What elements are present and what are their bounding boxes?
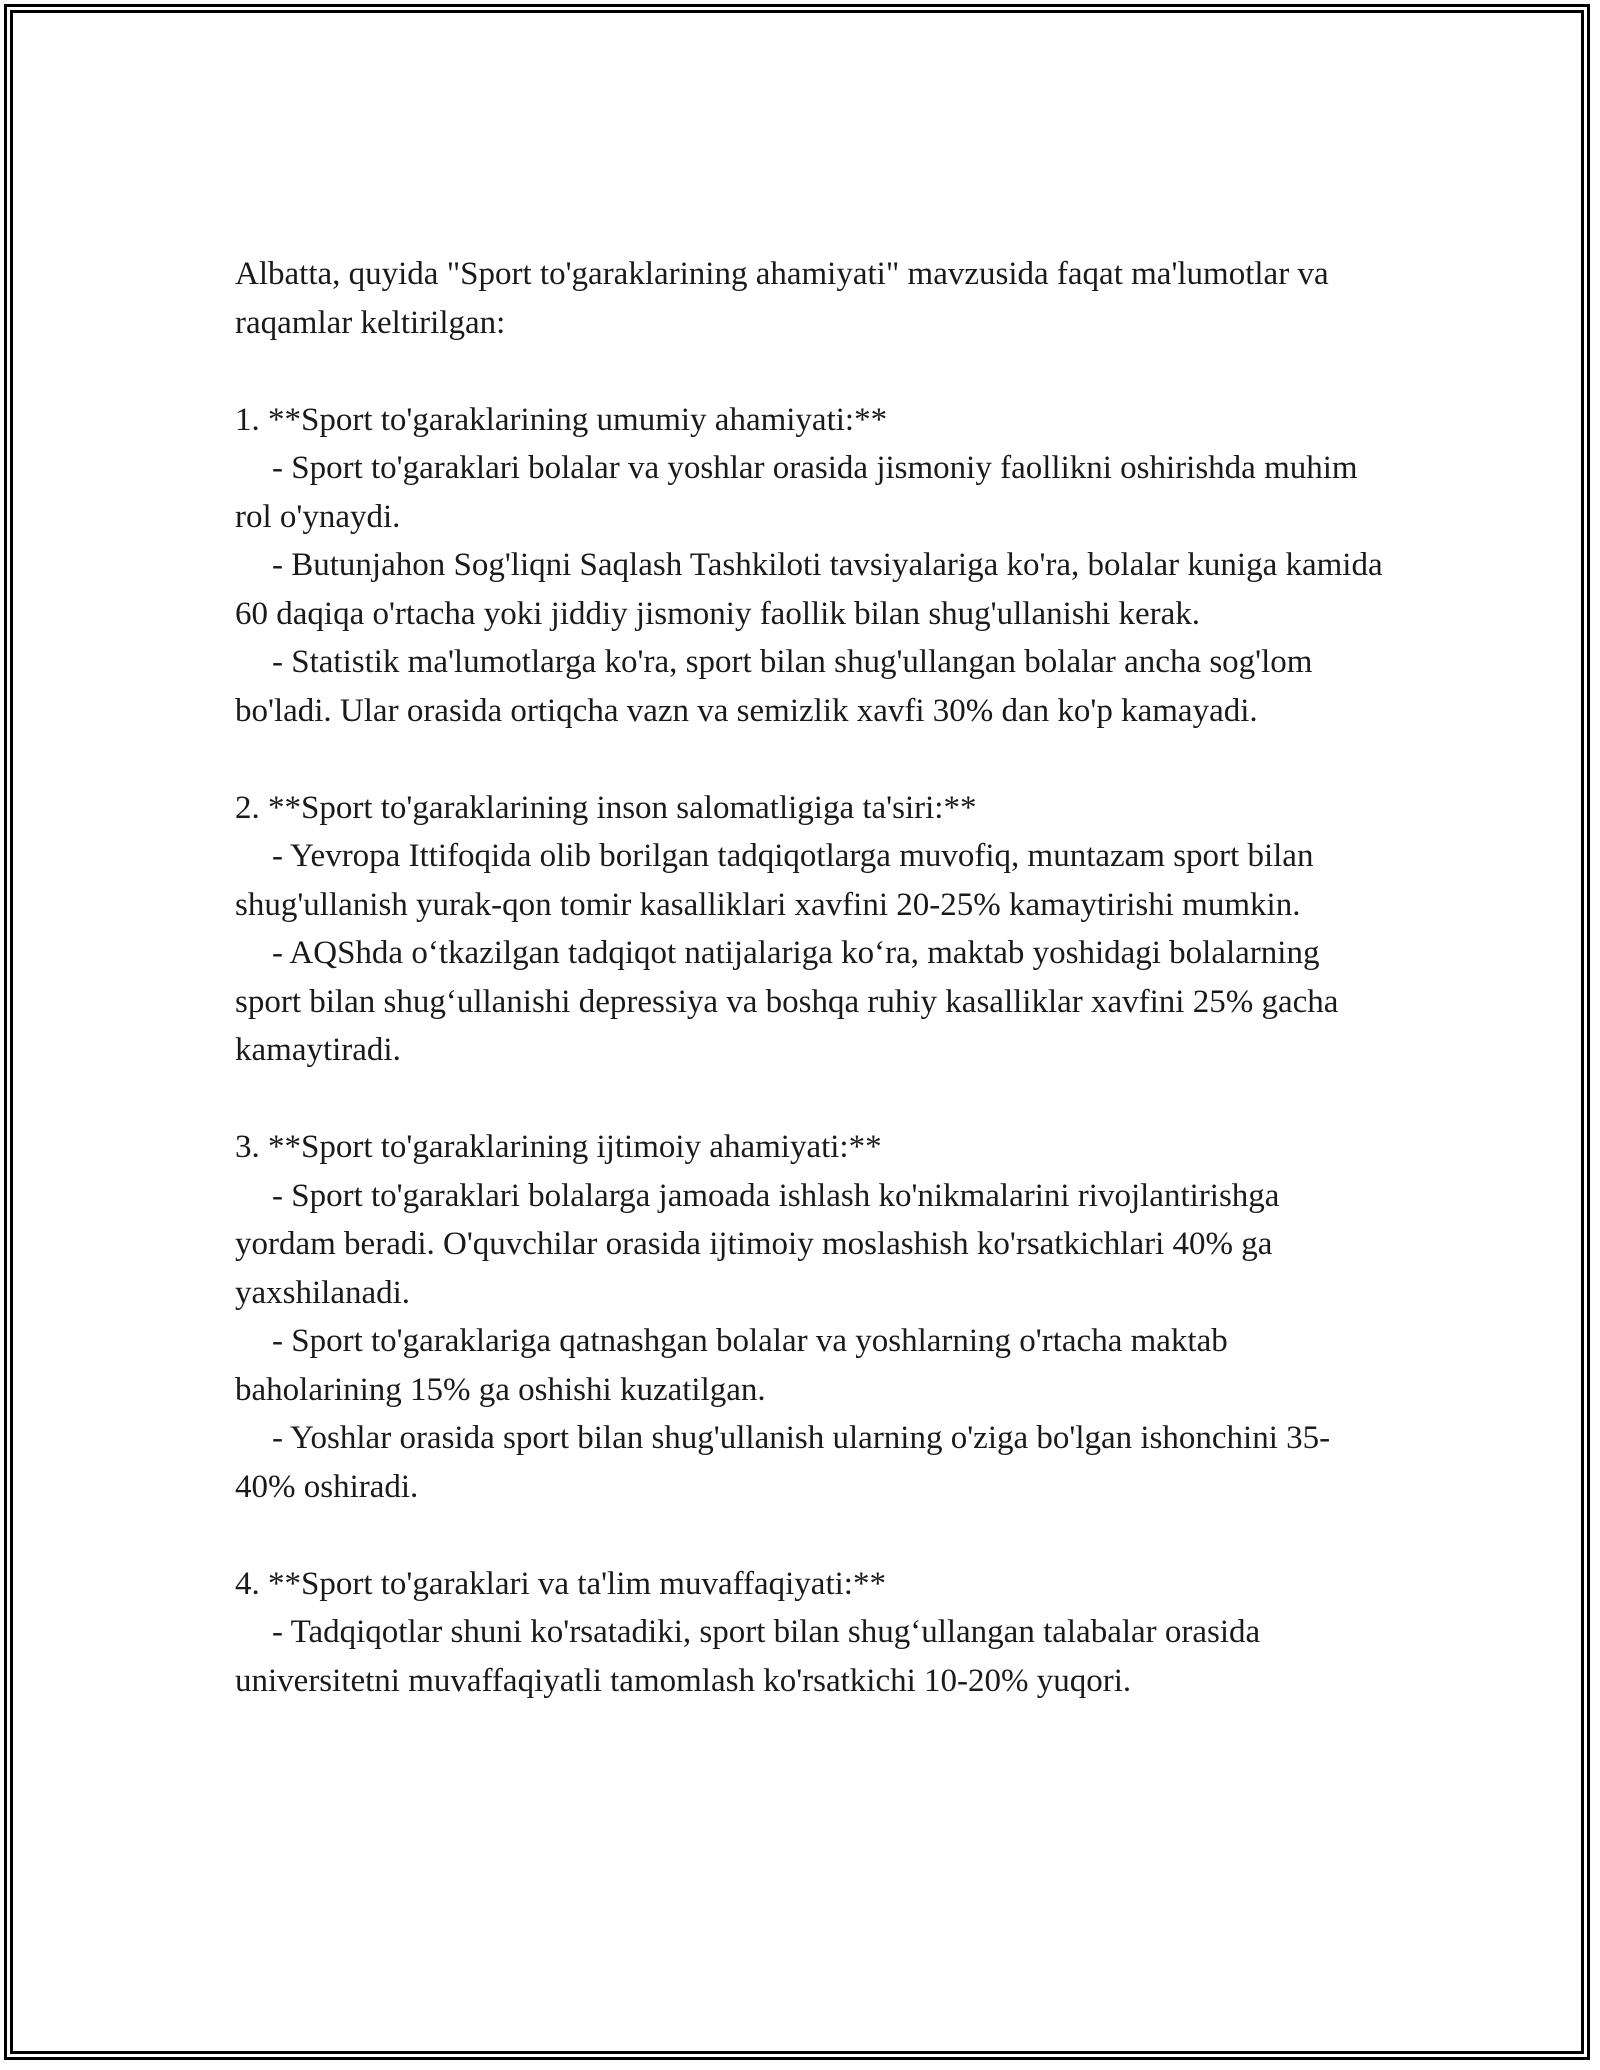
bullet-item: - Sport to'garaklari bolalarga jamoada ishlash ko'nikmalarini rivojlantirishga yordam beradi. O'quvchilar orasida ijtimoiy moslashish ko'rsatkichlari 40% ga yaxshilanadi. — [235, 1177, 1280, 1311]
bullet-item: - AQShda o‘tkazilgan tadqiqot natijalariga ko‘ra, maktab yoshidagi bolalarning sport bilan shug‘ullanishi depressiya va boshqa ruhiy kasalliklar xavfini 25% gacha kamaytiradi. — [235, 935, 1339, 1068]
section-heading: 3. **Sport to'garaklarining ijtimoiy ahamiyati:** — [235, 1129, 882, 1165]
section-heading: 4. **Sport to'garaklari va ta'lim muvaffaqiyati:** — [235, 1565, 886, 1602]
bullet-item: - Yevropa Ittifoqida olib borilgan tadqiqotlarga muvofiq, muntazam sport bilan shug'ullanish yurak-qon tomir kasalliklari xavfini 20-25% kamaytirishi mumkin. — [235, 838, 1314, 923]
document-body — [235, 250, 1385, 1705]
section-1 — [235, 396, 1385, 736]
section-heading: 2. **Sport to'garaklarining inson salomatligiga ta'siri:** — [235, 789, 977, 826]
bullet-item: - Tadqiqotlar shuni ko'rsatadiki, sport bilan shug‘ullangan talabalar orasida universitetni muvaffaqiyatli tamomlash ko'rsatkichi 10-20% yuqori. — [235, 1614, 1261, 1699]
bullet-item: - Statistik ma'lumotlarga ko'ra, sport bilan shug'ullangan bolalar ancha sog'lom bo'ladi. Ular orasida ortiqcha vazn va semizlik xavfi 30% dan ko'p kamayadi. — [235, 644, 1313, 729]
section-4 — [235, 1560, 1385, 1706]
bullet-item: - Yoshlar orasida sport bilan shug'ullanish ularning o'ziga bo'lgan ishonchini 35-40% oshiradi. — [235, 1420, 1331, 1505]
intro-paragraph: Albatta, quyida "Sport to'garaklarining ahamiyati" mavzusida faqat ma'lumotlar va raqamlar keltirilgan: — [235, 256, 1337, 341]
section-heading: 1. **Sport to'garaklarining umumiy ahamiyati:** — [235, 401, 888, 438]
section-3 — [235, 1123, 1385, 1511]
bullet-item: - Butunjahon Sog'liqni Saqlash Tashkiloti tavsiyalariga ko'ra, bolalar kuniga kamida 60 daqiqa o'rtacha yoki jiddiy jismoniy faollik bilan shug'ullanishi kerak. — [235, 547, 1383, 632]
bullet-item: - Sport to'garaklariga qatnashgan bolalar va yoshlarning o'rtacha maktab baholarining 15% ga oshishi kuzatilgan. — [235, 1323, 1228, 1408]
section-2 — [235, 784, 1385, 1075]
bullet-item: - Sport to'garaklari bolalar va yoshlar orasida jismoniy faollikni oshirishda muhim rol o'ynaydi. — [235, 450, 1358, 535]
